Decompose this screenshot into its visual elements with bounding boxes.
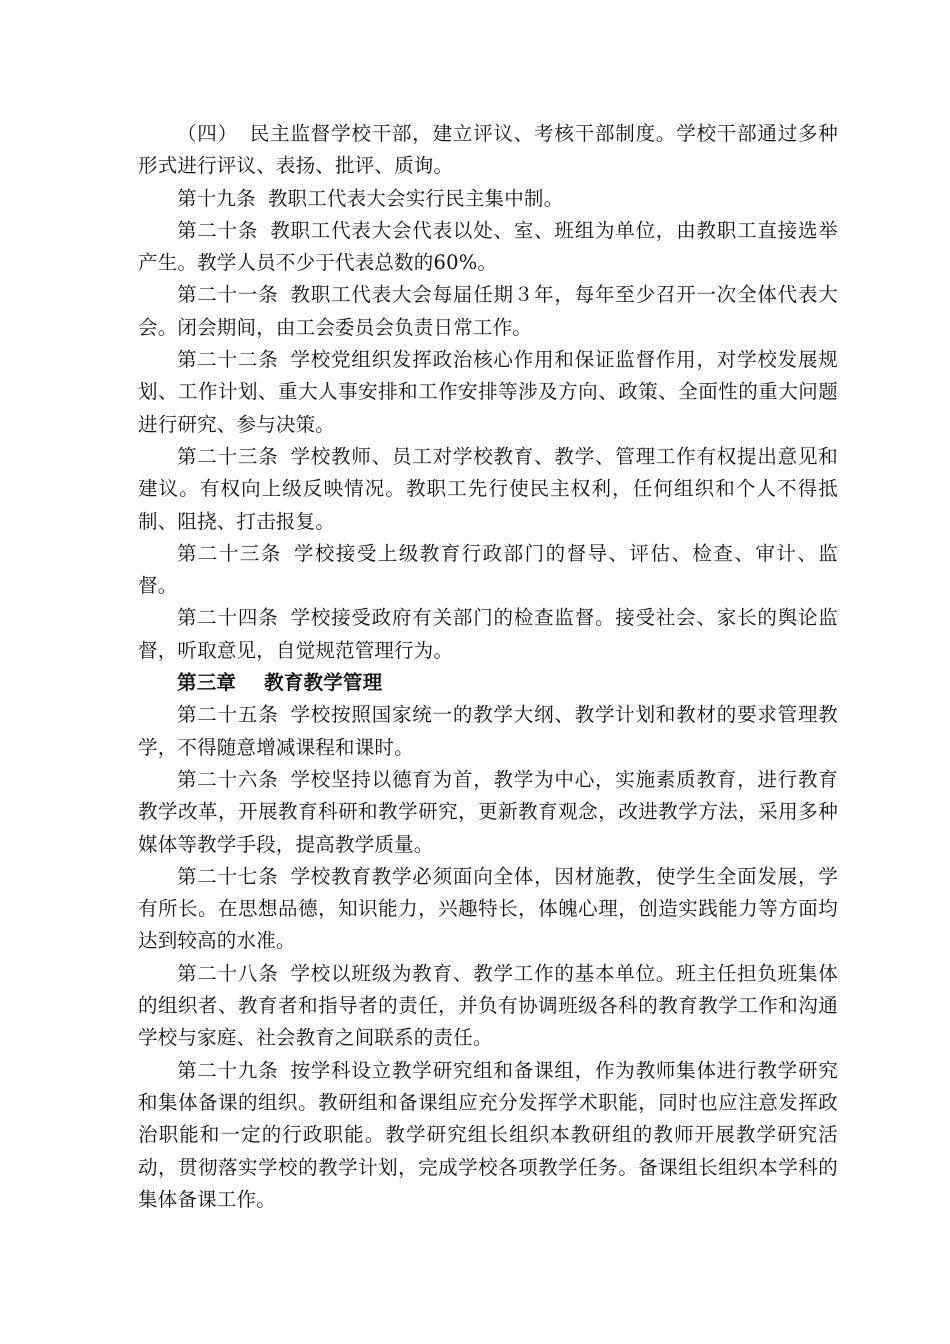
article-text: 民主监督学校干部，建立评议、考核干部制度。学校干部通过多种形式进行评议、表扬、批评、质询。	[138, 122, 838, 178]
article-paragraph	[138, 699, 838, 764]
article-number: 第二十五条	[177, 703, 279, 727]
article-number: 第二十条	[177, 218, 259, 242]
article-text: 教职工代表大会每届任期３年，每年至少召开一次全体代表大会。闭会期间，由工会委员会负责日常工作。	[138, 283, 838, 339]
article-text: 按学科设立教学研究组和备课组，作为教师集体进行教学研究和集体备课的组织。教研组和备课组应充分发挥学术职能，同时也应注意发挥政治职能和一定的行政职能。教学研究组长组织本教研组的教师开展教学研究活动，贯彻落实学校的教学计划，完成学校各项教学任务。备课组长组织本学科的集体备课工作。	[138, 1058, 838, 1211]
article-number: 第二十一条	[177, 283, 279, 307]
chapter-heading	[138, 667, 838, 699]
article-paragraph	[138, 1055, 838, 1216]
article-paragraph	[138, 215, 838, 280]
article-paragraph	[138, 764, 838, 861]
article-paragraph	[138, 861, 838, 958]
article-number: 第二十九条	[177, 1058, 279, 1082]
article-number: 第二十八条	[177, 961, 279, 985]
article-paragraph	[138, 602, 838, 667]
chapter-title: 教育教学管理	[264, 671, 383, 695]
article-number: 第二十三条	[177, 541, 282, 565]
article-text: 教职工代表大会实行民主集中制。	[267, 186, 564, 210]
article-paragraph	[138, 538, 838, 603]
article-text: 学校坚持以德育为首，教学为中心，实施素质教育，进行教育教学改革，开展教育科研和教学研究，更新教育观念，改进教学方法，采用多种媒体等教学手段，提高教学质量。	[138, 767, 838, 856]
article-text: 学校教育教学必须面向全体，因材施教，使学生全面发展，学有所长。在思想品德，知识能力，兴趣特长，体魄心理，创造实践能力等方面均达到较高的水准。	[138, 864, 838, 953]
article-text: 学校以班级为教育、教学工作的基本单位。班主任担负班集体的组织者、教育者和指导者的责任，并负有协调班级各科的教育教学工作和沟通学校与家庭、社会教育之间联系的责任。	[138, 961, 838, 1050]
article-number: （四）	[177, 122, 238, 145]
clause-paragraph	[138, 118, 838, 183]
article-text: 学校教师、员工对学校教育、教学、管理工作有权提出意见和建议。有权向上级反映情况。教职工先行使民主权利，任何组织和个人不得抵制、阻挠、打击报复。	[138, 444, 838, 533]
article-number: 第二十二条	[177, 348, 279, 372]
chapter-number: 第三章	[177, 671, 237, 695]
article-text: 学校接受政府有关部门的检查监督。接受社会、家长的舆论监督，听取意见，自觉规范管理行为。	[138, 606, 838, 662]
article-number: 第十九条	[177, 186, 256, 210]
article-number: 第二十三条	[177, 444, 279, 468]
article-text: 教职工代表大会代表以处、室、班组为单位，由教职工直接选举产生。教学人员不少于代表总数的60%。	[138, 218, 838, 275]
article-paragraph	[138, 958, 838, 1055]
article-paragraph	[138, 183, 838, 215]
article-paragraph	[138, 279, 838, 344]
article-text: 学校党组织发挥政治核心作用和保证监督作用，对学校发展规划、工作计划、重大人事安排和工作安排等涉及方向、政策、全面性的重大问题进行研究、参与决策。	[138, 348, 838, 436]
article-number: 第二十六条	[177, 767, 279, 791]
article-number: 第二十七条	[177, 864, 279, 888]
article-text: 学校接受上级教育行政部门的督导、评估、检查、审计、监督。	[138, 541, 838, 598]
article-number: 第二十四条	[177, 606, 279, 630]
document-page	[138, 118, 838, 1216]
article-text: 学校按照国家统一的教学大纲、教学计划和教材的要求管理教学，不得随意增减课程和课时。	[138, 703, 838, 759]
article-paragraph	[138, 441, 838, 538]
article-paragraph	[138, 344, 838, 441]
